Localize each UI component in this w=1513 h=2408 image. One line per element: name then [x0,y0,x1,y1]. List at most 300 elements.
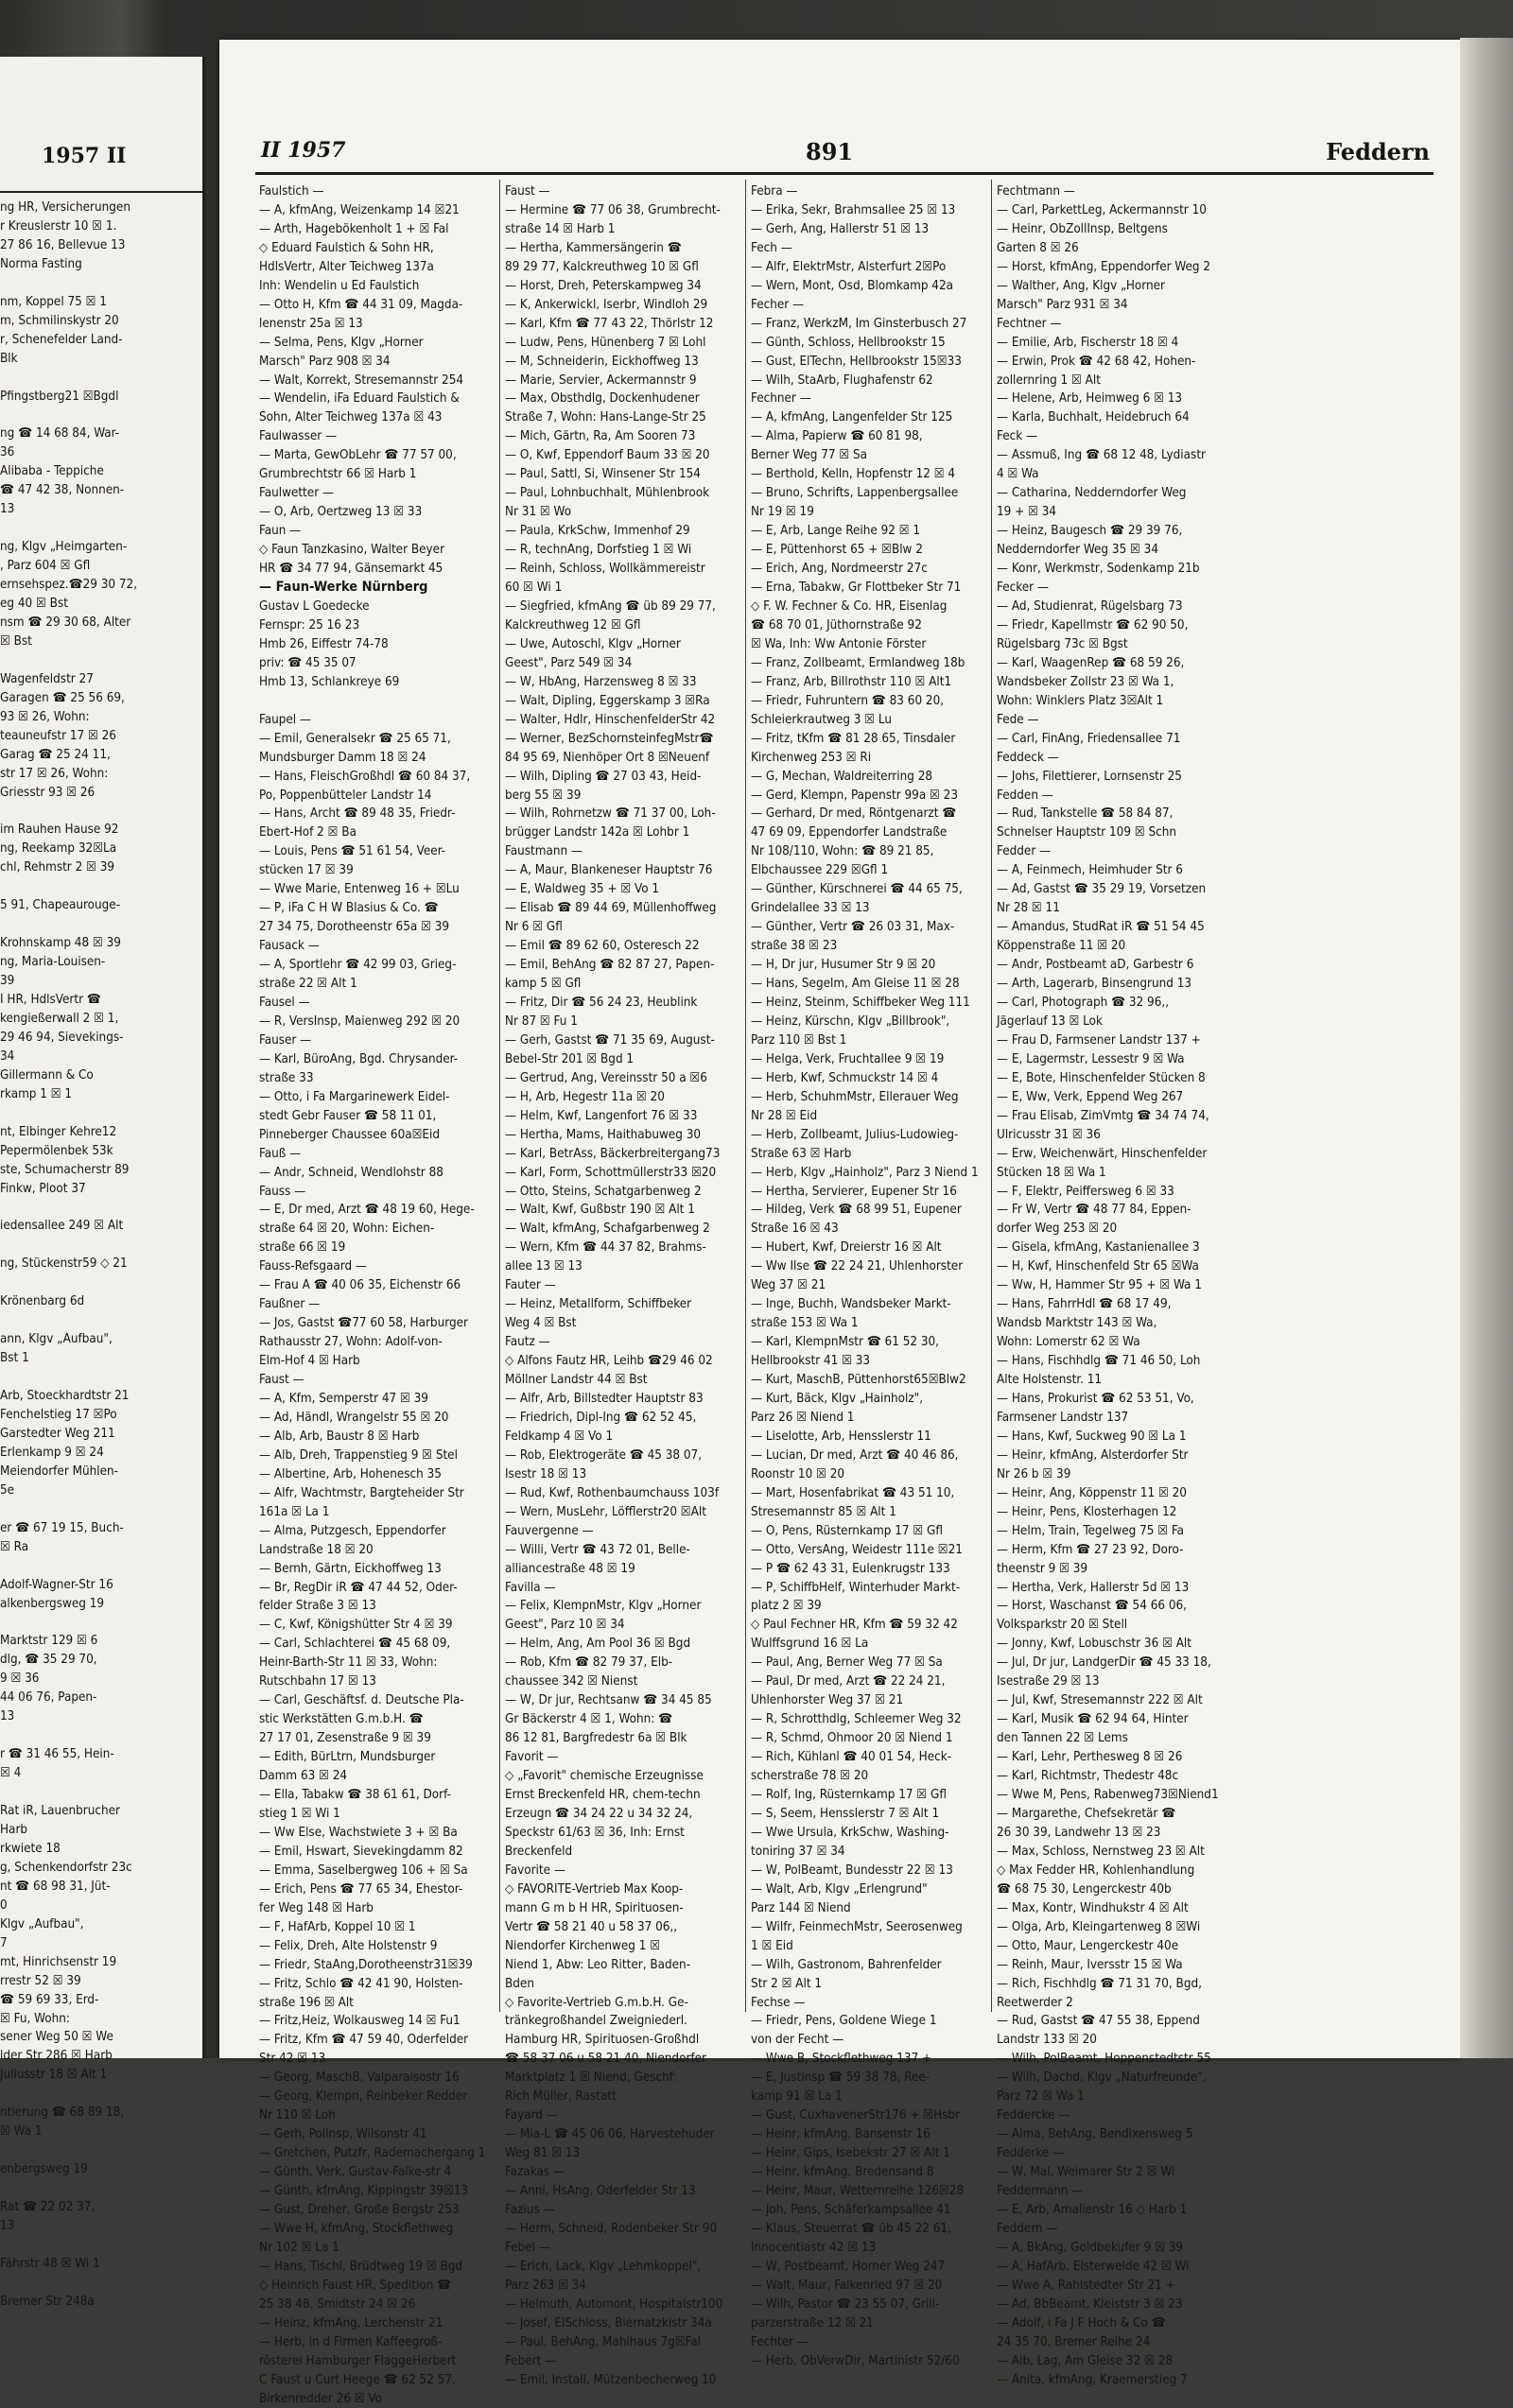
listing-line: Bebel-Str 201 ☒ Bgd 1 [505,1051,635,1066]
listing-line: Farmsener Landstr 137 [997,1410,1129,1425]
listing-line [0,1613,202,1632]
page-header [219,138,1460,176]
listing-line: Fenchelstieg 17 ☒Po [0,1408,117,1422]
listing-line: — P ☎ 62 43 31, Eulenkrugstr 133 [751,1561,950,1576]
listing-line: — Andr, Schneid, Wendlohstr 88 [259,1165,443,1180]
listing-line: — Otto, Maur, Lengerckestr 40e [997,1938,1179,1953]
listing-line: ng HR, Versicherungen [0,200,130,215]
listing-line: — Amandus, StudRat iR ☎ 51 54 45 [997,920,1205,935]
listing-line: — Carl, ParkettLeg, Ackermannstr 10 [997,202,1207,217]
listing-line: Harb [0,1822,28,1837]
listing-line: Gustav L Goedecke [259,598,370,614]
listing-line: straße 33 [259,1070,314,1085]
listing-line: — Gisela, kfmAng, Kastanienallee 3 [997,1240,1200,1256]
listing-line: — Heinr, Pens, Klosterhagen 12 [997,1504,1177,1519]
listing-line: — Horst, kfmAng, Eppendorfer Weg 2 [997,259,1211,274]
listing-line: — Erich, Lack, Klgv „Lehmkoppel", [505,2259,702,2274]
listing-line: Niendorfer Kirchenweg 1 ☒ [505,1938,661,1953]
listing-line: — Friedr, Kapellmstr ☎ 62 90 50, [997,617,1189,632]
listing-line: 5e [0,1482,15,1498]
listing-line: — E, Justinsp ☎ 59 38 78, Ree- [751,2070,930,2086]
listing-line: parzerstraße 12 ☒ 21 [751,2315,874,2330]
listing-line: — S, Seem, Hensslerstr 7 ☒ Alt 1 [751,1806,940,1821]
listing-line: alkenbergsweg 19 [0,1596,105,1611]
surname-heading: Febert — [505,2353,557,2368]
listing-line: — Wendelin, iFa Eduard Faulstich & [259,391,460,407]
listing-line: , Parz 604 ☒ Gfl [0,559,91,574]
listing-line: — Albertine, Arb, Hohenesch 35 [259,1466,442,1481]
previous-page-header: 1957 II [42,144,127,168]
listing-line: Str 2 ☒ Alt 1 [751,1976,823,1991]
listing-line: — Frau D, Farmsener Landstr 137 + [997,1032,1201,1048]
listing-line: Weg 4 ☒ Bst [505,1316,577,1331]
listing-line: Wagenfeldstr 27 [0,671,94,686]
listing-line: — Ad, Studienrat, Rügelsbarg 73 [997,598,1183,614]
listing-line: — Wilh, Gastronom, Bahrenfelder [751,1957,942,1972]
listing-line: Ulricusstr 31 ☒ 36 [997,1127,1101,1142]
listing-line: ☎ 68 75 30, Lengerckestr 40b [997,1881,1172,1897]
listing-line: Garten 8 ☒ 26 [997,240,1079,255]
listing-line: ☎ 58 37 06 u 58 21 40, Niendorfer [505,2052,707,2067]
listing-line: — Rich, Kühlanl ☎ 40 01 54, Heck- [751,1750,952,1765]
listing-line: 84 95 69, Nienhöper Ort 8 ☒Neuenf [505,750,710,765]
listing-line: — Bruno, Schrifts, Lappenbergsallee [751,486,959,501]
listing-line [0,1783,202,1802]
listing-line: — A, BkAng, Goldbekufer 9 ☒ 39 [997,2240,1184,2255]
listing-line: ◇ Favorite-Vertrieb G.m.b.H. Ge- [505,1995,688,2010]
listing-line: — Herb, SchuhmMstr, Ellerauer Weg [751,1089,959,1104]
listing-line: — H, Dr jur, Husumer Str 9 ☒ 20 [751,958,936,973]
listing-line: Hmb 13, Schlankreye 69 [259,674,400,689]
surname-heading: Fazakas — [505,2165,565,2180]
listing-line: — Herb, in d Firmen Kaffeegroß- [259,2334,443,2349]
listing-line: nt ☎ 68 98 31, Jüt- [0,1879,111,1894]
listing-line: — Ad, Gastst ☎ 35 29 19, Vorsetzen [997,882,1207,897]
listing-line: sener Weg 50 ☒ We [0,2030,113,2045]
listing-line: — Paul, Lohnbuchhalt, Mühlenbrook [505,486,710,501]
listing-line: — G, Mechan, Waldreiterring 28 [751,769,933,784]
listing-line: Birkenredder 26 ☒ Vo [259,2391,383,2406]
listing-line: Marsch" Parz 908 ☒ 34 [259,354,391,369]
listing-line: — Günth, Verk, Gustav-Falke-str 4 [259,2165,452,2180]
listing-line: — Rolf, Ing, Rüsternkamp 17 ☒ Gfl [751,1788,947,1803]
listing-line: — Walt, kfmAng, Schafgarbenweg 2 [505,1221,710,1237]
listing-line: Uhlenhorster Weg 37 ☒ 21 [751,1693,904,1708]
listing-line: — Mich, Gärtn, Ra, Am Sooren 73 [505,429,696,444]
listing-line: ☎ 68 70 01, Jüthornstraße 92 [751,617,922,632]
listing-line: — Gust, CuxhavenerStr176 + ☒Hsbr [751,2108,961,2123]
listing-line: Parz 110 ☒ Bst 1 [751,1032,847,1048]
surname-heading: Faulwasser — [259,429,338,444]
listing-line: Garstedter Weg 211 [0,1426,115,1441]
listing-line: — Hertha, Servierer, Eupener Str 16 [751,1184,957,1199]
listing-line: — W, Dr jur, Rechtsanw ☎ 34 45 85 [505,1693,712,1708]
listing-line: — Carl, Geschäftsf. d. Deutsche Pla- [259,1693,464,1708]
listing-line: scherstraße 78 ☒ 20 [751,1769,869,1784]
listing-line: Ebert-Hof 2 ☒ Ba [259,825,357,840]
listing-line: — Joh, Pens, Schäferkampsallee 41 [751,2202,951,2217]
listing-line: — R, VersInsp, Maienweg 292 ☒ 20 [259,1013,461,1029]
listing-line: — Inge, Buchh, Wandsbeker Markt- [751,1297,951,1312]
listing-line: — Siegfried, kfmAng ☎ üb 89 29 77, [505,598,716,614]
book-edge [1460,38,1513,2058]
listing-line: Inh: Wendelin u Ed Faulstich [259,278,420,293]
surname-heading: Febra — [751,184,798,199]
listing-line: — Heinr, ObZollInsp, Beltgens [997,221,1168,236]
listing-line: — Fritz, Schlo ☎ 42 41 90, Holsten- [259,1976,463,1991]
listing-line: — Paul, Sattl, Si, Winsener Str 154 [505,467,701,482]
listing-line: Pfingstberg21 ☒Bgdl [0,389,119,404]
listing-line: — Horst, Waschanst ☎ 54 66 06, [997,1599,1188,1614]
listing-line: Elbchaussee 229 ☒Gfl 1 [751,863,889,878]
listing-line: Schnelser Hauptstr 109 ☒ Schn [997,825,1176,840]
surname-heading: Fech — [751,240,792,255]
listing-line: — Heinr, Maur, Wetternreihe 126☒28 [751,2184,965,2199]
surname-heading: Fedder — [997,844,1052,859]
listing-line: Nr 108/110, Wohn: ☎ 89 21 85, [751,844,934,859]
listing-line: — Helga, Verk, Fruchtallee 9 ☒ 19 [751,1051,945,1066]
listing-line: — Helm, Kwf, Langenfort 76 ☒ 33 [505,1108,698,1123]
listing-line [0,1273,202,1292]
listing-line: Ernst Breckenfeld HR, chem-techn [505,1788,701,1803]
listing-line: — F, HafArb, Koppel 10 ☒ 1 [259,1919,416,1934]
listing-line: — Alfr, Wachtmstr, Bargteheider Str [259,1485,464,1500]
listing-line: — Wilfr, FeinmechMstr, Seerosenweg [751,1919,963,1934]
listing-line: rkamp 1 ☒ 1 [0,1086,73,1101]
listing-line: — Erna, Tabakw, Gr Flottbeker Str 71 [751,580,962,596]
listing-line [0,406,202,424]
listing-line: Po, Poppenbütteler Landstr 14 [259,788,432,803]
listing-line: — Carl, FinAng, Friedensallee 71 [997,731,1181,746]
listing-line: im Rauhen Hause 92 [0,823,119,838]
listing-line: straße 66 ☒ 19 [259,1240,346,1256]
listing-line: Kirchenweg 253 ☒ Ri [751,750,872,765]
listing-line: Straße 63 ☒ Harb [751,1146,852,1161]
surname-heading: Fedderke — [997,2146,1065,2161]
listing-line: — A, Maur, Blankeneser Hauptstr 76 [505,863,713,878]
listing-line: Pinneberger Chaussee 60a☒Eid [259,1127,441,1142]
listing-line: straße 38 ☒ 23 [751,939,838,954]
listing-line: — Heinz, Steinm, Schiffbeker Weg 111 [751,995,970,1010]
listing-line: ◇ FAVORITE-Vertrieb Max Koop- [505,1881,684,1897]
listing-line: — Marie, Servier, Ackermannstr 9 [505,372,697,388]
listing-line: — A, Feinmech, Heimhuder Str 6 [997,863,1183,878]
listing-line: — W, Mal, Weimarer Str 2 ☒ Wi [997,2165,1175,2180]
listing-line: — Friedr, Pens, Goldene Wiege 1 [751,2014,937,2029]
listing-line: — Herm, Schneid, Rodenbeker Str 90 [505,2221,718,2236]
listing-line: Möllner Landstr 44 ☒ Bst [505,1373,648,1388]
listing-line: Rathausstr 27, Wohn: Adolf-von- [259,1335,443,1350]
listing-line: — Mia-L ☎ 45 06 06, Harvestehuder [505,2127,715,2142]
listing-line: ng, Klgv „Heimgarten- [0,540,128,555]
surname-heading: Fechter — [751,2334,809,2349]
listing-line: — Erich, Pens ☎ 77 65 34, Ehestor- [259,1881,463,1897]
listing-line: — Gerh, PolInsp, Wilsonstr 41 [259,2127,427,2142]
listing-line: theenstr 9 ☒ 39 [997,1561,1088,1576]
listing-line: — W, HbAng, Harzensweg 8 ☒ 33 [505,674,697,689]
listing-line: straße 153 ☒ Wa 1 [751,1316,859,1331]
listing-line: — Felix, KlempnMstr, Klgv „Horner [505,1599,702,1614]
listing-line: — Karl, Lehr, Perthesweg 8 ☒ 26 [997,1750,1183,1765]
listing-line: ☒ Fu, Wohn: [0,2011,70,2026]
listing-line: — Max, Schloss, Nernstweg 23 ☒ Alt [997,1844,1205,1859]
surname-heading: Fecker — [997,580,1049,596]
listing-line: — Alb, Arb, Baustr 8 ☒ Harb [259,1429,420,1444]
listing-line: — Herb, ObVerwDir, Martinistr 52/60 [751,2353,960,2368]
listing-line: mt, Hinrichsenstr 19 [0,1954,117,1969]
listing-line: — C, Kwf, Königshütter Str 4 ☒ 39 [259,1618,453,1633]
listing-line: Sohn, Alter Teichweg 137a ☒ 43 [259,410,443,425]
listing-line: Rutschbahn 17 ☒ 13 [259,1674,376,1689]
listing-line: den Tannen 22 ☒ Lems [997,1731,1128,1746]
listing-line: 9 ☒ 36 [0,1672,40,1687]
listing-line: — R, Schmd, Ohmoor 20 ☒ Niend 1 [751,1731,953,1746]
listing-line: ☒ 4 [0,1766,22,1781]
listing-line [0,274,202,293]
listing-line: Mundsburger Damm 18 ☒ 24 [259,750,426,765]
listing-line: Gr Bäckerstr 4 ☒ 1, Wohn: ☎ [505,1712,673,1727]
listing-line: alliancestraße 48 ☒ 19 [505,1561,635,1576]
listing-line: Parz 26 ☒ Niend 1 [751,1410,855,1425]
listing-line: — Hans, Tischl, Brüdtweg 19 ☒ Bgd [259,2259,463,2274]
listing-line: Wulffsgrund 16 ☒ La [751,1637,869,1652]
listing-line: ◇ Alfons Fautz HR, Leihb ☎29 46 02 [505,1354,713,1369]
listing-line: mann G m b H HR, Spirituosen- [505,1900,684,1915]
surname-heading: Fauß — [259,1146,302,1161]
listing-line: Nr 19 ☒ 19 [751,505,814,520]
listing-line: — Rich, Fischhdlg ☎ 71 31 70, Bgd, [997,1976,1202,1991]
listing-line: g, Schenkendorfstr 23c [0,1860,132,1875]
listing-line: — Rud, Gastst ☎ 47 55 38, Eppend [997,2014,1200,2029]
listing-line: Alibaba - Teppiche [0,464,104,479]
listing-line: — Friedr, Fuhruntern ☎ 83 60 20, [751,693,945,708]
surname-heading: Fechner — [751,391,811,407]
listing-line: 25 38 48, Smidtstr 24 ☒ 26 [259,2296,416,2312]
listing-line: — E, Ww, Verk, Eppend Weg 267 [997,1089,1184,1104]
listing-line: — Edith, BürLtrn, Mundsburger [259,1750,436,1765]
listing-line: ernsehspez.☎29 30 72, [0,578,138,593]
listing-line: ◇ Max Fedder HR, Kohlenhandlung [997,1862,1195,1878]
surname-heading: Fedden — [997,788,1053,803]
listing-line: — Heinr, kfmAng, Bansenstr 16 [751,2127,930,2142]
listing-line: fer Weg 148 ☒ Harb [259,1900,374,1915]
listing-line: 4 ☒ Wa [997,467,1039,482]
listing-line: — Carl, Photograph ☎ 32 96,, [997,995,1170,1010]
listing-line: — F, Elektr, Peiffersweg 6 ☒ 33 [997,1184,1174,1199]
surname-heading: Faust — [259,1373,304,1388]
listing-line: — Erwin, Prok ☎ 42 68 42, Hohen- [997,354,1196,369]
listing-line [0,877,202,896]
listing-line: — Konr, Werkmstr, Sodenkamp 21b [997,562,1200,577]
listing-line: — Gretchen, Putzfr, Rademachergang 1 [259,2146,486,2161]
listing-line: Feldkamp 4 ☒ Vo 1 [505,1429,614,1444]
listing-line: Marktplatz 1 ☒ Niend, Geschf: [505,2070,677,2086]
listing-line: ☎ 47 42 38, Nonnen- [0,483,125,498]
listing-line: m, Schmilinskystr 20 [0,313,119,328]
listing-line: Rich Müller, Rastatt [505,2089,617,2105]
listing-line: ☒ Bst [0,633,32,649]
listing-line: — Walt, Arb, Klgv „Erlengrund" [751,1881,928,1897]
listing-line: — Emil, BehAng ☎ 82 87 27, Papen- [505,958,715,973]
listing-line: Wandsb Marktstr 143 ☒ Wa, [997,1316,1157,1331]
listing-line: — Alb, Lag, Am Gleise 32 ☒ 28 [997,2353,1174,2368]
listing-line: 89 29 77, Kalckreuthweg 10 ☒ Gfl [505,259,699,274]
listing-line: Erzeugn ☎ 34 24 22 u 34 32 24, [505,1806,693,1821]
listing-line: — Hans, FleischGroßhdl ☎ 60 84 37, [259,769,471,784]
listing-line: — E, Püttenhorst 65 + ☒Blw 2 [751,543,923,558]
listing-line: straße 22 ☒ Alt 1 [259,977,357,992]
listing-line: allee 13 ☒ 13 [505,1259,583,1274]
listing-line: — Helm, Train, Tegelweg 75 ☒ Fa [997,1523,1184,1538]
listing-line: rkwiete 18 [0,1841,61,1856]
listing-line: brügger Landstr 142a ☒ Lohbr 1 [505,825,690,840]
listing-line: — Frau Elisab, ZimVmtg ☎ 34 74 74, [997,1108,1209,1123]
listing-line: ng, Maria-Louisen- [0,955,106,970]
listing-line [0,915,202,934]
listing-line: — Karl, Richtmstr, Thedestr 48c [997,1769,1179,1784]
listing-line: chaussee 342 ☒ Nienst [505,1674,638,1689]
listing-line: I HR, HdlsVertr ☎ [0,993,101,1008]
surname-heading: von der Fecht — [751,2033,844,2048]
listing-line: ◇ „Favorit" chemische Erzeugnisse [505,1769,704,1784]
listing-line: — Jul, Dr jur, LandgerDir ☎ 45 33 18, [997,1655,1211,1671]
surname-heading: Fauter — [505,1278,556,1293]
listing-line: berg 55 ☒ 39 [505,788,582,803]
surname-heading: Faust — [505,184,550,199]
listing-line: — E, Arb, Amalienstr 16 ◇ Harb 1 [997,2202,1188,2217]
listing-line [0,2085,202,2104]
listing-line: — A, Kfm, Semperstr 47 ☒ 39 [259,1392,428,1406]
listing-line: — Walt, Korrekt, Stresemannstr 254 [259,372,464,388]
listing-line [0,519,202,538]
listing-line: — W, Postbeamt, Horner Weg 247 [751,2259,946,2274]
listing-line: — Hermine ☎ 77 06 38, Grumbrecht- [505,202,721,217]
header-rule [255,172,1434,175]
listing-line: — Walt, Maur, Falkenried 97 ☒ 20 [751,2278,943,2293]
listing-line: — Hans, Fischhdlg ☎ 71 46 50, Loh [997,1354,1201,1369]
listing-line: — Heinz, Baugesch ☎ 29 39 76, [997,524,1183,539]
listing-line: Geest", Parz 549 ☒ 34 [505,655,633,670]
listing-line: Wohn: Winklers Platz 3☒Alt 1 [997,693,1164,708]
listing-line: Hmb 26, Eiffestr 74-78 [259,636,389,651]
listing-line: tränkegroßhandel Zweigniederl. [505,2014,687,2029]
listing-line: ng ☎ 14 68 84, War- [0,426,120,442]
listing-line: 44 06 76, Papen- [0,1690,97,1706]
listing-line: Griesstr 93 ☒ 26 [0,785,96,800]
listing-line: — Walt, Kwf, Gußbstr 190 ☒ Alt 1 [505,1203,695,1218]
listing-line [0,369,202,388]
listing-line: Landstraße 18 ☒ 20 [259,1542,374,1557]
listing-line: Geest", Parz 10 ☒ 34 [505,1618,625,1633]
listing-line: — H, Arb, Hegestr 11a ☒ 20 [505,1089,665,1104]
listing-line: ann, Klgv „Aufbau", [0,1332,113,1347]
listing-line: Berner Weg 77 ☒ Sa [751,448,868,463]
listing-line: — Liselotte, Arb, Hensslerstr 11 [751,1429,931,1444]
listing-line: — Rob, Kfm ☎ 82 79 37, Elb- [505,1655,673,1671]
listing-line: ☒ Ra [0,1539,29,1554]
listing-line: ◇ Faun Tanzkasino, Walter Beyer [259,543,445,558]
listing-line: — Faun-Werke Nürnberg [259,580,428,596]
listing-line: Bden [505,1976,534,1991]
listing-line: — Elisab ☎ 89 44 69, Müllenhoffweg [505,901,717,916]
listing-line: — Fr W, Vertr ☎ 48 77 84, Eppen- [997,1203,1191,1218]
listing-line: — E, Lagermstr, Lessestr 9 ☒ Wa [997,1051,1185,1066]
listing-line [0,1726,202,1745]
listing-line: — Fritz, Kfm ☎ 47 59 40, Oderfelder [259,2033,469,2048]
listing-line: — Günther, Kürschnerei ☎ 44 65 75, [751,882,963,897]
listing-line: Alte Holstenstr. 11 [997,1373,1103,1388]
listing-line: Vertr ☎ 58 21 40 u 58 37 06,, [505,1919,678,1934]
listing-line: rrestr 52 ☒ 39 [0,1973,81,1988]
listing-line: Fernspr: 25 16 23 [259,617,360,632]
listing-line: — Karl, BetrAss, Bäckerbreitergang73 [505,1146,721,1161]
listing-line: Fährstr 48 ☒ Wi 1 [0,2256,100,2271]
listing-line: — Paul, Dr med, Arzt ☎ 22 24 21, [751,1674,946,1689]
listing-line: — Fritz,Heiz, Wolkausweg 14 ☒ Fu1 [259,2014,461,2029]
listing-line: 34 [0,1048,15,1064]
listing-line: 7 [0,1935,8,1950]
listing-line: Schleierkrautweg 3 ☒ Lu [751,712,893,727]
listing-line: Wohn: Lomerstr 62 ☒ Wa [997,1335,1140,1350]
listing-line: Nr 26 b ☒ 39 [997,1466,1071,1481]
listing-line: — Herb, Zollbeamt, Julius-Ludowieg- [751,1127,959,1142]
listing-line: — Helmuth, Automont, Hospitalstr100 [505,2296,723,2312]
surname-heading: Favorite — [505,1862,565,1878]
listing-line: Jägerlauf 13 ☒ Lok [997,1013,1103,1029]
listing-line: — Otto, i Fa Margarinewerk Eidel- [259,1089,450,1104]
listing-line: Heinr-Barth-Str 11 ☒ 33, Wohn: [259,1655,438,1671]
listing-line: — Olga, Arb, Kleingartenweg 8 ☒Wi [997,1919,1201,1934]
listing-line: — Heinz, Kürschn, Klgv „Billbrook", [751,1013,950,1029]
listing-line: — Ww Else, Wachstwiete 3 + ☒ Ba [259,1825,458,1840]
listing-line: — Hildeg, Verk ☎ 68 99 51, Eupener [751,1203,962,1218]
listing-line: — Louis, Pens ☎ 51 61 54, Veer- [259,844,446,859]
listing-line: Garagen ☎ 25 56 69, [0,690,125,705]
listing-line: — Alma, Papierw ☎ 60 81 98, [751,429,923,444]
listing-line: 86 12 81, Bargfredestr 6a ☒ Blk [505,1731,687,1746]
listing-line: — Herb, Kwf, Schmuckstr 14 ☒ 4 [751,1070,939,1085]
previous-page-rule [0,191,202,193]
listing-line: — Reinh, Maur, Iversstr 15 ☒ Wa [997,1957,1183,1972]
listing-line: Str 42 ☒ 13 [259,2052,326,2067]
listing-line: — P, SchiffbHelf, Winterhuder Markt- [751,1580,961,1595]
directory-column-3 [751,182,991,2368]
listing-line: — Bernh, Gärtn, Eickhoffweg 13 [259,1561,442,1576]
listing-line: 60 ☒ Wi 1 [505,580,563,596]
surname-heading: Fede — [997,712,1039,727]
listing-line: Bst 1 [0,1351,29,1366]
listing-line: — Ww, H, Hammer Str 95 + ☒ Wa 1 [997,1278,1202,1293]
directory-page [219,40,1460,2406]
listing-line: rösterei Hamburger FlaggeHerbert [259,2353,457,2368]
surname-heading: Feddern — [997,2221,1058,2236]
listing-line: kengießerwall 2 ☒ 1, [0,1011,119,1026]
listing-line: — Gerh, Ang, Hallerstr 51 ☒ 13 [751,221,930,236]
listing-line: — Wwe A, Rahlstedter Str 21 + [997,2278,1175,2293]
directory-column-2 [505,182,745,2387]
listing-line: — Wwe B, Stockflethweg 137 + [751,2052,932,2067]
listing-line: 1 ☒ Eid [751,1938,793,1953]
listing-line: — Alma, BehAng, Bendixensweg 5 [997,2127,1193,2142]
listing-line: — Karl, Musik ☎ 62 94 64, Hinter [997,1712,1189,1727]
listing-line: — Heinr, kfmAng, Bredensand 8 [751,2165,934,2180]
listing-line: — O, Pens, Rüsternkamp 17 ☒ Gfl [751,1523,943,1538]
surname-heading: Fechtmann — [997,184,1075,199]
listing-line: — Gust, ElTechn, Hellbrookstr 15☒33 [751,354,962,369]
listing-line: Meiendorfer Mühlen- [0,1464,119,1479]
listing-line: — Reinh, Schloss, Wollkämmereistr [505,562,705,577]
listing-line: — Lucian, Dr med, Arzt ☎ 40 46 86, [751,1447,959,1463]
